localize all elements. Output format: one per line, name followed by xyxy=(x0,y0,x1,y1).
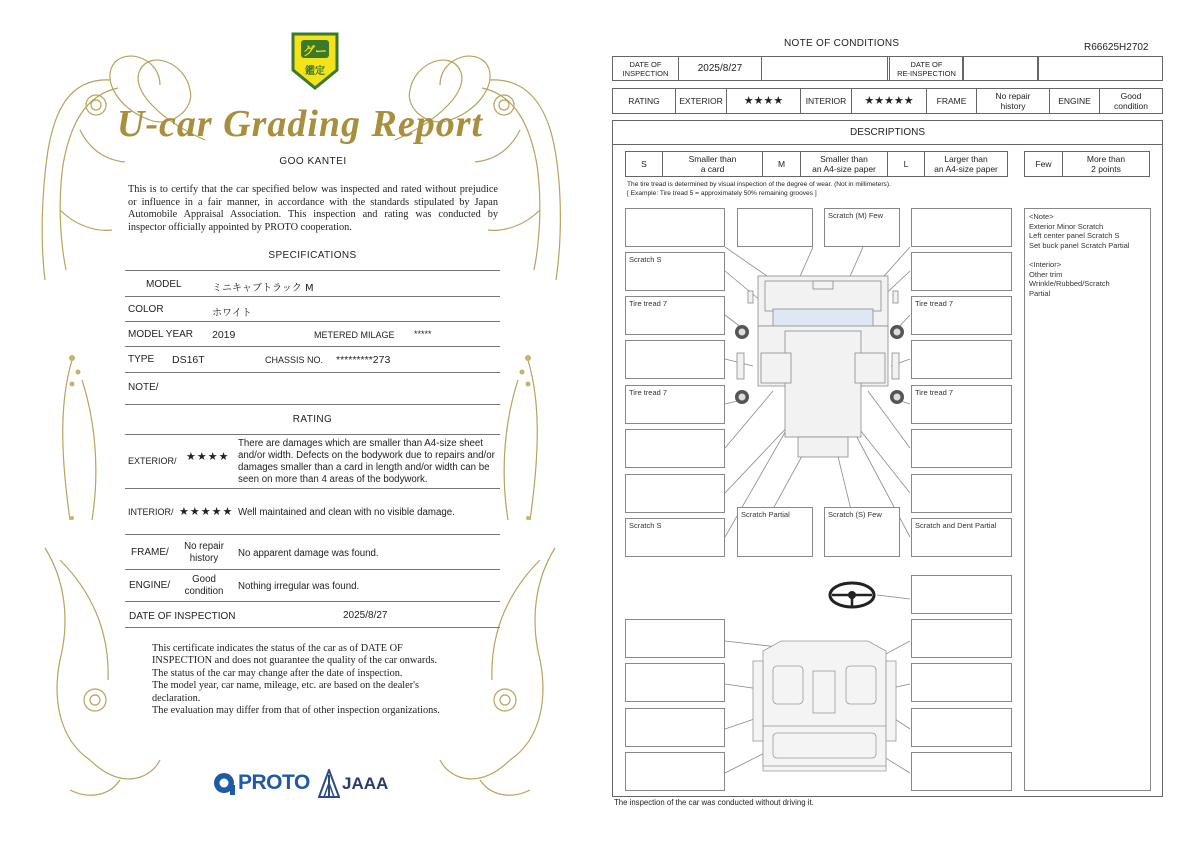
certificate-intro: This is to certify that the car specified below was inspected and rated without prejudice or influence in a fair manner, in accordance with the standards stipulated by Japan Automobile Appraisal Association. This inspection and rating was conducted by inspector officially appointed by PROTO cooperation. xyxy=(128,184,498,233)
notes-box xyxy=(1024,208,1151,791)
divider xyxy=(125,404,500,405)
note-line: Other trim xyxy=(1029,269,1063,279)
disclaimer-line: The status of the car may change after the date of inspection. xyxy=(152,667,403,679)
exterior-stars: ★★★★ xyxy=(186,451,230,463)
divider xyxy=(125,296,500,297)
note-of-conditions-sheet xyxy=(600,0,1200,848)
chassis-label: CHASSIS NO. xyxy=(265,355,324,365)
description-box-rear-center-left: Scratch Partial xyxy=(737,507,813,557)
tire-note-line: The tire tread is determined by visual inspection of the degree of wear. (Not in millimeters). xyxy=(627,181,891,188)
description-box xyxy=(911,208,1012,247)
description-box xyxy=(911,252,1012,291)
descriptions-heading: DESCRIPTIONS xyxy=(613,121,1162,145)
type-value: DS16T xyxy=(172,354,205,366)
divider xyxy=(125,270,500,271)
divider xyxy=(125,627,500,628)
empty-cell xyxy=(762,57,888,80)
legend-key-few: Few xyxy=(1025,152,1063,176)
description-box xyxy=(911,474,1012,513)
legend-line: Larger than xyxy=(944,154,988,164)
jaaa-logo-text: JAAA xyxy=(342,774,389,793)
legend-key-l: L xyxy=(888,152,925,176)
report-id: R66625H2702 xyxy=(1084,42,1149,53)
legend-key-s: S xyxy=(626,152,663,176)
exterior-description: There are damages which are smaller than A4-size sheet and/or width. Defects on the bodywork due to repairs and/or damages smaller than a card in length and/or width can be seen on more than 4 areas of the bodywork. xyxy=(238,438,495,485)
descriptions-panel xyxy=(612,120,1163,797)
certificate-subtitle: GOO KANTEI xyxy=(279,156,347,167)
chassis-value: *********273 xyxy=(336,354,391,366)
frame-value-line: No repair xyxy=(184,541,224,552)
label-line: DATE OF xyxy=(629,59,662,69)
type-label: TYPE xyxy=(128,354,155,365)
description-box-rear-left: Scratch S xyxy=(625,518,725,557)
svg-text:グー: グー xyxy=(302,44,328,58)
sheet-footer-note: The inspection of the car was conducted without driving it. xyxy=(614,798,814,807)
note-line: Set buck panel Scratch Partial xyxy=(1029,240,1130,250)
description-box xyxy=(625,752,725,791)
value-line: condition xyxy=(1113,101,1149,111)
value-line: No repair xyxy=(995,91,1031,101)
description-box-left-front-tire: Tire tread 7 xyxy=(625,296,725,335)
mileage-label: METERED MILAGE xyxy=(314,330,395,340)
jaaa-logo-icon xyxy=(318,769,340,799)
label-line: DATE OF xyxy=(910,59,943,69)
date-of-inspection-value: 2025/8/27 xyxy=(343,610,388,621)
value-line: Good xyxy=(1120,91,1142,101)
exterior-label: EXTERIOR/ xyxy=(128,456,177,466)
engine-value xyxy=(1100,89,1162,113)
divider xyxy=(125,372,500,373)
model-year-value: 2019 xyxy=(212,329,236,341)
legend-line: Smaller than xyxy=(820,154,868,164)
svg-text:鑑定: 鑑定 xyxy=(305,66,325,77)
description-box-rear-right: Scratch and Dent Partial xyxy=(911,518,1012,557)
divider xyxy=(125,601,500,602)
rating-label: RATING xyxy=(613,89,676,113)
exterior-stars: ★★★★ xyxy=(727,89,801,113)
description-box xyxy=(911,663,1012,702)
description-box xyxy=(625,474,725,513)
description-box xyxy=(625,429,725,468)
engine-value xyxy=(176,574,232,598)
note-line: <Note> xyxy=(1029,212,1054,221)
date-of-inspection-value: 2025/8/27 xyxy=(679,57,762,80)
rating-row xyxy=(612,88,1163,114)
interior-stars: ★★★★★ xyxy=(179,506,234,518)
note-line: Wrinkle/Rubbed/Scratch xyxy=(1029,279,1110,289)
description-box-left-rear-tire: Tire tread 7 xyxy=(625,385,725,424)
empty-cell xyxy=(1038,57,1162,80)
goo-kantei-badge-icon xyxy=(287,30,343,92)
certificate-disclaimer xyxy=(152,643,482,717)
disclaimer-line: INSPECTION and does not guarantee the quality of the car onwards. xyxy=(152,655,438,667)
legend-key-m: M xyxy=(763,152,801,176)
exterior-label: EXTERIOR xyxy=(676,89,727,113)
divider xyxy=(125,321,500,322)
mileage-value: ***** xyxy=(414,329,432,339)
frame-label: FRAME/ xyxy=(131,547,169,558)
value-line: history xyxy=(1000,101,1026,111)
interior-description: Well maintained and clean with no visible damage. xyxy=(238,507,455,518)
note-line: <Interior> xyxy=(1029,259,1062,269)
engine-label: ENGINE/ xyxy=(129,580,171,591)
description-box xyxy=(625,340,725,379)
disclaimer-line: The evaluation may differ from that of other inspection organizations. xyxy=(152,705,440,717)
legend-line: 2 points xyxy=(1091,164,1121,174)
date-of-inspection-label: DATE OF INSPECTION xyxy=(129,611,236,622)
specifications-heading: SPECIFICATIONS xyxy=(268,250,357,261)
note-line: Exterior Minor Scratch xyxy=(1029,221,1104,231)
description-box-left-front: Scratch S xyxy=(625,252,725,291)
note-line: Left center panel Scratch S xyxy=(1029,231,1120,241)
description-box xyxy=(911,340,1012,379)
description-box xyxy=(737,208,813,247)
proto-logo-text: PROTO xyxy=(238,771,310,794)
engine-value-line: condition xyxy=(184,586,224,597)
legend-line: an A4-size paper xyxy=(812,164,876,174)
divider xyxy=(125,434,500,435)
label-line: INSPECTION xyxy=(622,68,669,78)
frame-value-line: history xyxy=(189,553,219,564)
tire-note-line: [ Example: Tire tread 5 = approximately 50% remaining grooves ] xyxy=(627,190,817,197)
frame-description: No apparent damage was found. xyxy=(238,548,379,559)
date-of-inspection-label xyxy=(613,57,679,80)
divider xyxy=(125,488,500,489)
legend-line: Smaller than xyxy=(688,154,737,164)
interior-label: INTERIOR xyxy=(801,89,852,113)
color-label: COLOR xyxy=(128,304,164,315)
description-box xyxy=(911,429,1012,468)
description-box-steering xyxy=(911,575,1012,614)
disclaimer-line: The model year, car name, mileage, etc. are based on the dealer's xyxy=(152,680,420,692)
description-box xyxy=(911,619,1012,658)
description-box-front-roof: Scratch (M) Few xyxy=(824,208,900,247)
note-label: NOTE/ xyxy=(128,382,159,393)
divider xyxy=(125,346,500,347)
frame-value xyxy=(977,89,1050,113)
engine-description: Nothing irregular was found. xyxy=(238,581,360,592)
note-line xyxy=(1029,250,1146,260)
model-label: MODEL xyxy=(146,279,182,290)
note-line: Partial xyxy=(1029,288,1051,298)
description-box xyxy=(911,708,1012,747)
disclaimer-line: declaration. xyxy=(152,692,201,704)
proto-logo-icon xyxy=(212,770,238,798)
frame-value xyxy=(176,541,232,565)
rating-heading: RATING xyxy=(292,414,333,425)
divider xyxy=(125,534,500,535)
description-box xyxy=(625,663,725,702)
divider xyxy=(125,569,500,570)
interior-stars: ★★★★★ xyxy=(852,89,927,113)
legend-line: More than xyxy=(1086,154,1126,164)
inspection-date-row xyxy=(612,56,1163,81)
description-box xyxy=(911,752,1012,791)
model-year-label: MODEL YEAR xyxy=(128,329,194,340)
engine-value-line: Good xyxy=(192,574,216,585)
description-box-right-rear-tire: Tire tread 7 xyxy=(911,385,1012,424)
interior-label: INTERIOR/ xyxy=(128,507,174,517)
certificate-title: U-car Grading Report xyxy=(116,103,484,145)
label-line: RE-INSPECTION xyxy=(897,68,956,78)
description-box-right-front-tire: Tire tread 7 xyxy=(911,296,1012,335)
legend-line: a card xyxy=(700,164,725,174)
model-value: ミニキャブトラック M xyxy=(212,283,314,294)
description-box xyxy=(625,708,725,747)
color-value: ホワイト xyxy=(212,308,252,319)
description-box-rear-center-right: Scratch (S) Few xyxy=(824,507,900,557)
steering-wheel-icon xyxy=(830,583,874,607)
reinspection-label xyxy=(889,57,964,80)
empty-cell xyxy=(964,57,1038,80)
engine-label: ENGINE xyxy=(1050,89,1100,113)
frame-label: FRAME xyxy=(927,89,977,113)
sheet-title: NOTE OF CONDITIONS xyxy=(784,38,900,49)
legend-line: an A4-size paper xyxy=(934,164,998,174)
description-box xyxy=(625,208,725,247)
description-box xyxy=(625,619,725,658)
disclaimer-line: This certificate indicates the status of the car as of DATE OF xyxy=(152,643,403,654)
